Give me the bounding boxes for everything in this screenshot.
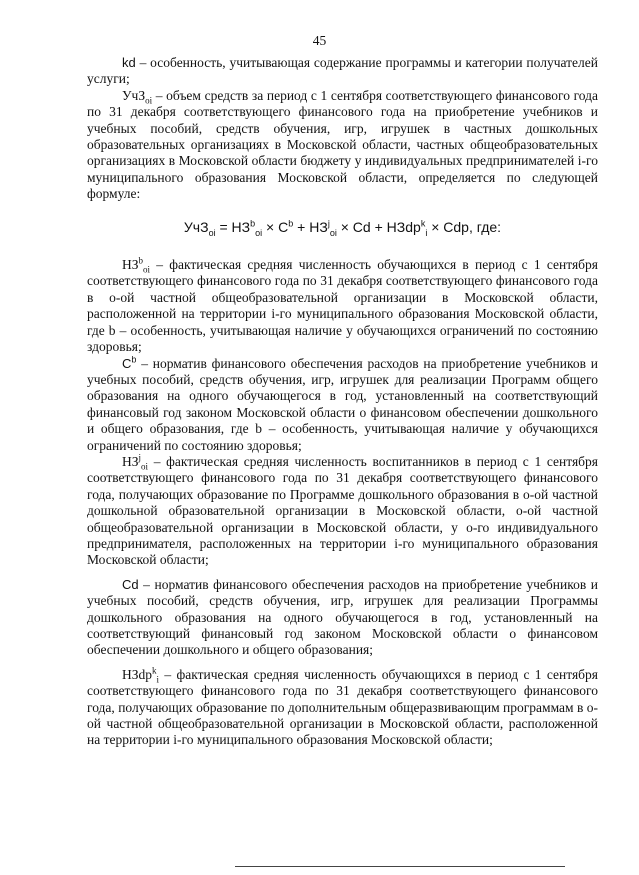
page-number: 45 — [312, 33, 327, 48]
definition-nz-b: $НЗ^b_{oi}$ – фактическая средняя численность обучающихся в период с 1 сентября соответствующего финансового года по 31 декабря соответствующего финансового года в о-ой частной общеобразовательной организации в Московской области, расположенной на территории i-го муниципального образования Московской области, где b – особенность, учитывающая наличие у обучающихся ограничений по состоянию здоровья; — [87, 255, 598, 355]
formula: $УчЗ_{oi} = НЗ^b_{oi} \times C^b + НЗ^j_{oi} \times Cd$ + НЗdp$^k_i$ × Cdp, где: — [183, 218, 502, 238]
definition-text: фактическая средняя численность обучающихся в период с 1 сентября соответствующего финансового года по 31 декабря соответствующего финансового года в о-ой частной общеобразовательной организации в Московской области, расположенной на территории i-го муниципального образования Московской области, где b – особенность, учитывающая наличие у обучающихся ограничений по состоянию здоровья; — [87, 257, 598, 355]
definition-text: фактическая средняя численность воспитанников в период с 1 сентября соответствующего финансового года по 31 декабря соответствующего финансового года, получающих образование по Программе дошкольного образования в о-ой частной дошкольной образовательной организации в Московской области, о-ой частной общеобразовательной организации в Московской области, у о-го индивидуального предпринимателя, расположенных на территории i-го муниципального образования Московской области; — [87, 453, 598, 568]
term: $C^b$ — [122, 354, 137, 371]
definition-c-b: $C^b$ – норматив финансового обеспечения расходов на приобретение учебников и учебных пособий, средств обучения, игр, игрушек для реализации Программ общего образования на одного обучающегося в год, установленный на соответствующий финансовый год законом Московской области о финансовом обеспечении дошкольного и общего образования, где b – особенность, учитывающая наличие у обучающихся ограничений по состоянию здоровья; — [87, 354, 598, 453]
term: $НЗ^b_{oi}$ — [122, 255, 151, 275]
term: УчЗ$_{oi}$ — [122, 87, 153, 106]
definition-text: объем средств за период с 1 сентября соответствующего финансового года по 31 декабря соответствующего финансового года на приобретение учебников и учебных пособий, средств обучения, игр, игрушек в частных дошкольных образовательных организациях в Московской области, частных общеобразовательных организациях в Московской области бюджету у индивидуальных предпринимателей i-го муниципального образования Московской области, определяется по следующей формуле: — [87, 87, 599, 202]
term: НЗdp$^k_i$ — [122, 665, 160, 685]
term: $НЗ^j_{oi}$ — [122, 452, 149, 472]
definition-text: норматив финансового обеспечения расходов на приобретение учебников и учебных пособий, средств обучения, игр, игрушек для реализации Программ общего образования на одного обучающегося в год, установленный на соответствующий финансовый год законом Московской области о финансовом обеспечении дошкольного и общего образования, где b – особенность, учитывающая наличие у обучающихся ограничений по состоянию здоровья; — [87, 355, 598, 453]
definition-nzdp: НЗdp$^k_i$ – фактическая средняя численность обучающихся в период с 1 сентября соответствующего финансового года по 31 декабря соответствующего финансового года, получающих образование по дополнительным общеразвивающим программам в о-ой частной общеобразовательной организации в Московской области, расположенной на территории i-го муниципального образования Московской области; — [87, 665, 598, 748]
definition-uchz: УчЗ$_{oi}$ – объем средств за период с 1 сентября соответствующего финансового года по 31 декабря соответствующего финансового года на приобретение учебников и учебных пособий, средств обучения, игр, игрушек в частных дошкольных образовательных организациях в Московской области, частных общеобразовательных организациях в Московской области бюджету у индивидуальных предпринимателей i-го муниципального образования Московской области, определяется по следующей формуле: — [87, 87, 599, 202]
definition-text: особенность, учитывающая содержание программы и категории получателей услуги; — [87, 55, 598, 87]
footer-divider — [235, 866, 565, 867]
term: Cd — [122, 576, 139, 592]
definition-nz-j: $НЗ^j_{oi}$ – фактическая средняя численность воспитанников в период с 1 сентября соответствующего финансового года по 31 декабря соответствующего финансового года, получающих образование по Программе дошкольного образования в о-ой частной дошкольной образовательной организации в Московской области, о-ой частной общеобразовательной организации в Московской области, у о-го индивидуального предпринимателя, расположенных на территории i-го муниципального образования Московской области; — [87, 452, 598, 568]
definition-cd: Cd – норматив финансового обеспечения расходов на приобретение учебников и учебных пособий, средств обучения, игр, игрушек для реализации Программы дошкольного образования на одного обучающегося в год, установленный на соответствующий финансовый год законом Московской области о финансовом обеспечении дошкольного и общего образования; — [87, 576, 598, 658]
definition-kd: kd – особенность, учитывающая содержание программы и категории получателей услуги; — [87, 55, 598, 87]
definition-text: фактическая средняя численность обучающихся в период с 1 сентября соответствующего финансового года по 31 декабря соответствующего финансового года, получающих образование по дополнительным общеразвивающим программам в о-ой частной общеобразовательной организации в Московской области, расположенной на территории i-го муниципального образования Московской области; — [87, 666, 598, 748]
term: kd — [122, 55, 136, 70]
definition-text: норматив финансового обеспечения расходов на приобретение учебников и учебных пособий, средств обучения, игр, игрушек для реализации Программы дошкольного образования на одного обучающегося в год, установленный на соответствующий финансовый год законом Московской области о финансовом обеспечении дошкольного и общего образования; — [87, 576, 598, 658]
document-body — [87, 55, 598, 749]
